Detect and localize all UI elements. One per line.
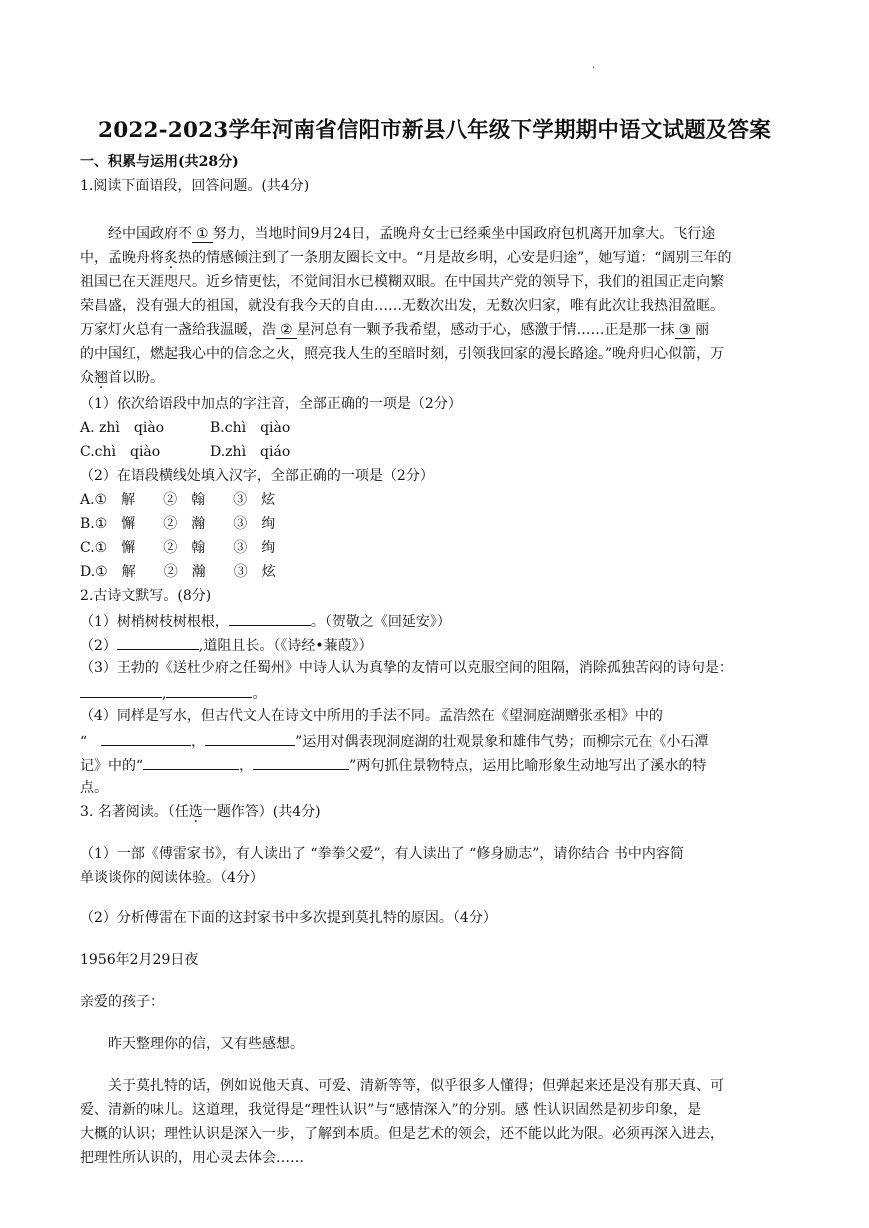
answer-blank[interactable] <box>205 730 295 746</box>
options-row <box>80 418 290 438</box>
option-d[interactable]: D.zhì qiáo <box>210 444 291 460</box>
option-c[interactable]: C.① 懈 ② 翰 ③ 绚 <box>80 540 276 556</box>
option-a[interactable]: A.① 解 ② 翰 ③ 炫 <box>80 492 276 508</box>
letter-paragraph: 关于莫扎特的话，例如说他天真、可爱、清新等等，似乎很多人懂得；但弹起来还是没有那天真、可 <box>108 1078 724 1094</box>
letter-date: 1956年2月29日夜 <box>80 952 199 968</box>
q2-line: （1）树梢树枝树根根， 。（贺敬之《回延安》） <box>80 610 451 632</box>
q2-line: , 。 <box>80 682 266 704</box>
answer-blank[interactable] <box>80 682 162 698</box>
section-heading: 一、积累与运用(共28分) <box>80 154 239 170</box>
q2-line: “ ， ”运用对偶表现洞庭湖的壮观景象和雄伟气势；而柳宗元在《小石潭 <box>80 730 708 752</box>
q1-sub1: （1）依次给语段中加点的字注音，全部正确的一项是（2分） <box>80 396 462 412</box>
dotted-emphasis: 任选一 <box>174 804 217 820</box>
q3-sub1: 单谈谈你的阅读体验。（4分） <box>80 870 264 886</box>
q3-heading: 3. 名著阅读。（任选一题作答）(共4分) <box>80 804 321 820</box>
answer-blank[interactable] <box>101 730 191 746</box>
letter-paragraph: 爱、清新的味儿。这道理，我觉得是“理性认识”与“感情深入”的分别。感 性认识固然是初步印象，是 <box>80 1102 702 1118</box>
blank-2[interactable]: ② <box>276 322 297 339</box>
q3-sub2: （2）分析傅雷在下面的这封家书中多次提到莫扎特的原因。（4分） <box>80 910 497 926</box>
q1-passage-line: 祖国已在天涯咫尺。近乡情更怯，不觉间泪水已模糊双眼。在中国共产党的领导下，我们的祖国正走向繁 <box>80 274 724 290</box>
options-row <box>80 442 290 462</box>
letter-paragraph: 昨天整理你的信，又有些感想。 <box>108 1036 304 1052</box>
blank-1[interactable]: ① <box>192 226 213 243</box>
document-title: 2022-2023学年河南省信阳市新县八年级下学期期中语文试题及答案 <box>98 118 771 143</box>
letter-paragraph: 大概的认识；理性认识是深入一步，了解到本质。但是艺术的领会，还不能以此为限。必须再深入进去， <box>80 1126 724 1142</box>
dotted-char: 翘 <box>94 370 108 386</box>
q1-passage-line: 众翘首以盼。 <box>80 370 164 386</box>
answer-blank[interactable] <box>143 754 239 770</box>
q3-sub1: （1）一部《傅雷家书》，有人读出了 “拳拳父爱”，有人读出了 “修身励志”，请你结合 书中内容简 <box>80 846 684 862</box>
q1-sub2: （2）在语段横线处填入汉字，全部正确的一项是（2分） <box>80 468 434 484</box>
answer-blank[interactable] <box>117 634 199 650</box>
page-mark: . <box>592 60 596 71</box>
option-b[interactable]: B.chì qiào <box>210 420 291 436</box>
option-c[interactable]: C.chì qiào <box>80 444 161 460</box>
answer-blank[interactable] <box>166 682 252 698</box>
q1-heading: 1.阅读下面语段，回答问题。(共4分) <box>80 178 310 194</box>
letter-greeting: 亲爱的孩子： <box>80 994 164 1010</box>
q2-line: （2） ,道阻且长。（《诗经•蒹葭》） <box>80 634 373 656</box>
answer-blank[interactable] <box>229 610 311 626</box>
dotted-char: 炙 <box>164 250 178 266</box>
q1-passage-line: 中，孟晚舟将炙热的情感倾注到了一条朋友圈长文中。“月是故乡明，心安是归途”，她写道：“阔别三年的 <box>80 250 732 266</box>
q1-passage-line: 的中国红，燃起我心中的信念之火，照亮我人生的至暗时刻，引领我回家的漫长路途。”晚舟归心似箭，万 <box>80 346 725 362</box>
q1-passage-line: 荣昌盛，没有强大的祖国，就没有我今天的自由……无数次出发，无数次归家，唯有此次让我热泪盈眶。 <box>80 298 724 314</box>
q2-line: （3）王勃的《送杜少府之任蜀州》中诗人认为真挚的友情可以克服空间的阻隔，消除孤独苦闷的诗句是： <box>80 660 733 676</box>
option-d[interactable]: D.① 解 ② 瀚 ③ 炫 <box>80 564 276 580</box>
q2-heading: 2.古诗文默写。(8分) <box>80 588 212 604</box>
blank-3[interactable]: ③ <box>675 322 696 339</box>
option-b[interactable]: B.① 懈 ② 瀚 ③ 绚 <box>80 516 276 532</box>
option-a[interactable]: A. zhì qiào <box>80 420 165 436</box>
q1-passage-line: 万家灯火总有一盏给我温暖，浩 ② 星河总有一颗予我希望，感动于心，感激于情……正是那一抹 ③ 丽 <box>80 322 710 338</box>
q2-line: 点。 <box>80 780 108 796</box>
q1-passage-line: 经中国政府不 ① 努力，当地时间9月24日，孟晚舟女士已经乘坐中国政府包机离开加拿大。飞行途 <box>108 226 716 242</box>
letter-paragraph: 把理性所认识的，用心灵去体会…… <box>80 1150 304 1166</box>
answer-blank[interactable] <box>253 754 349 770</box>
q2-line: 记》中的“ ， ”两句抓住景物特点，运用比喻形象生动地写出了溪水的特 <box>80 754 706 776</box>
q2-line: （4）同样是写水，但古代文人在诗文中所用的手法不同。孟浩然在《望洞庭湖赠张丞相》中的 <box>80 708 663 724</box>
